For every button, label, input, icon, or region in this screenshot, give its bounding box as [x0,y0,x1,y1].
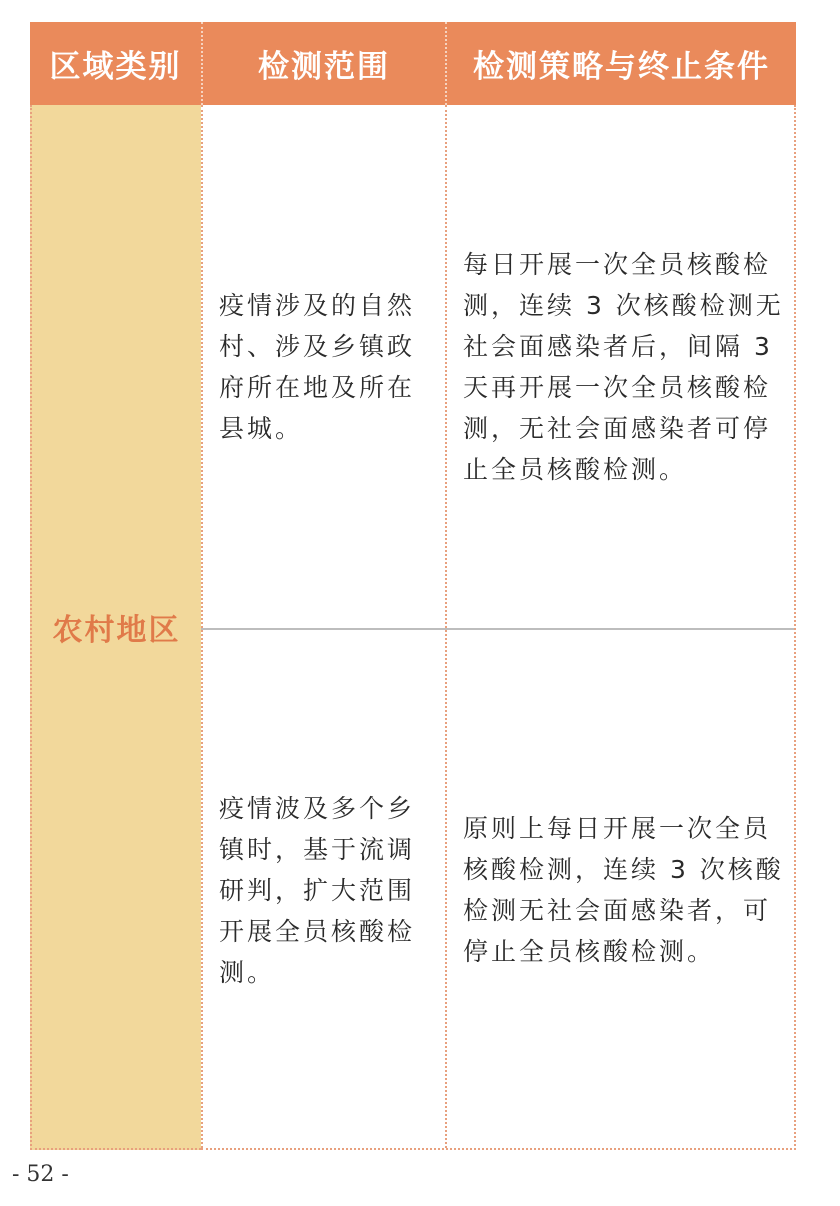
table-row-1-scope [219,105,439,628]
table-row-2-strategy [463,630,788,1150]
testing-policy-table [30,22,796,1150]
table-row-2-scope [219,630,439,1150]
header-region-category: 区域类别 [30,22,201,105]
cell-text: 疫情波及多个乡镇时，基于流调研判，扩大范围开展全员核酸检测。 [219,793,416,987]
table-body [201,105,796,1150]
table-row-1-strategy [463,105,788,628]
column-divider [445,105,447,1148]
header-testing-scope: 检测范围 [201,22,445,105]
region-cell-rural [30,105,201,1150]
cell-text: 疫情涉及的自然村、涉及乡镇政府所在地及所在县城。 [219,290,416,443]
cell-text: 原则上每日开展一次全员核酸检测，连续 3 次核酸检测无社会面感染者，可停止全员核酸检测。 [463,814,784,966]
column-divider-left [201,105,203,1148]
cell-text: 每日开展一次全员核酸检测，连续 3 次核酸检测无社会面感染者后，间隔 3 天再开展一次全员核酸检测，无社会面感染者可停止全员核酸检测。 [463,249,784,484]
header-testing-strategy: 检测策略与终止条件 [445,22,796,105]
region-label: 农村地区 [52,612,181,648]
page-number: - 52 - [12,1162,69,1187]
